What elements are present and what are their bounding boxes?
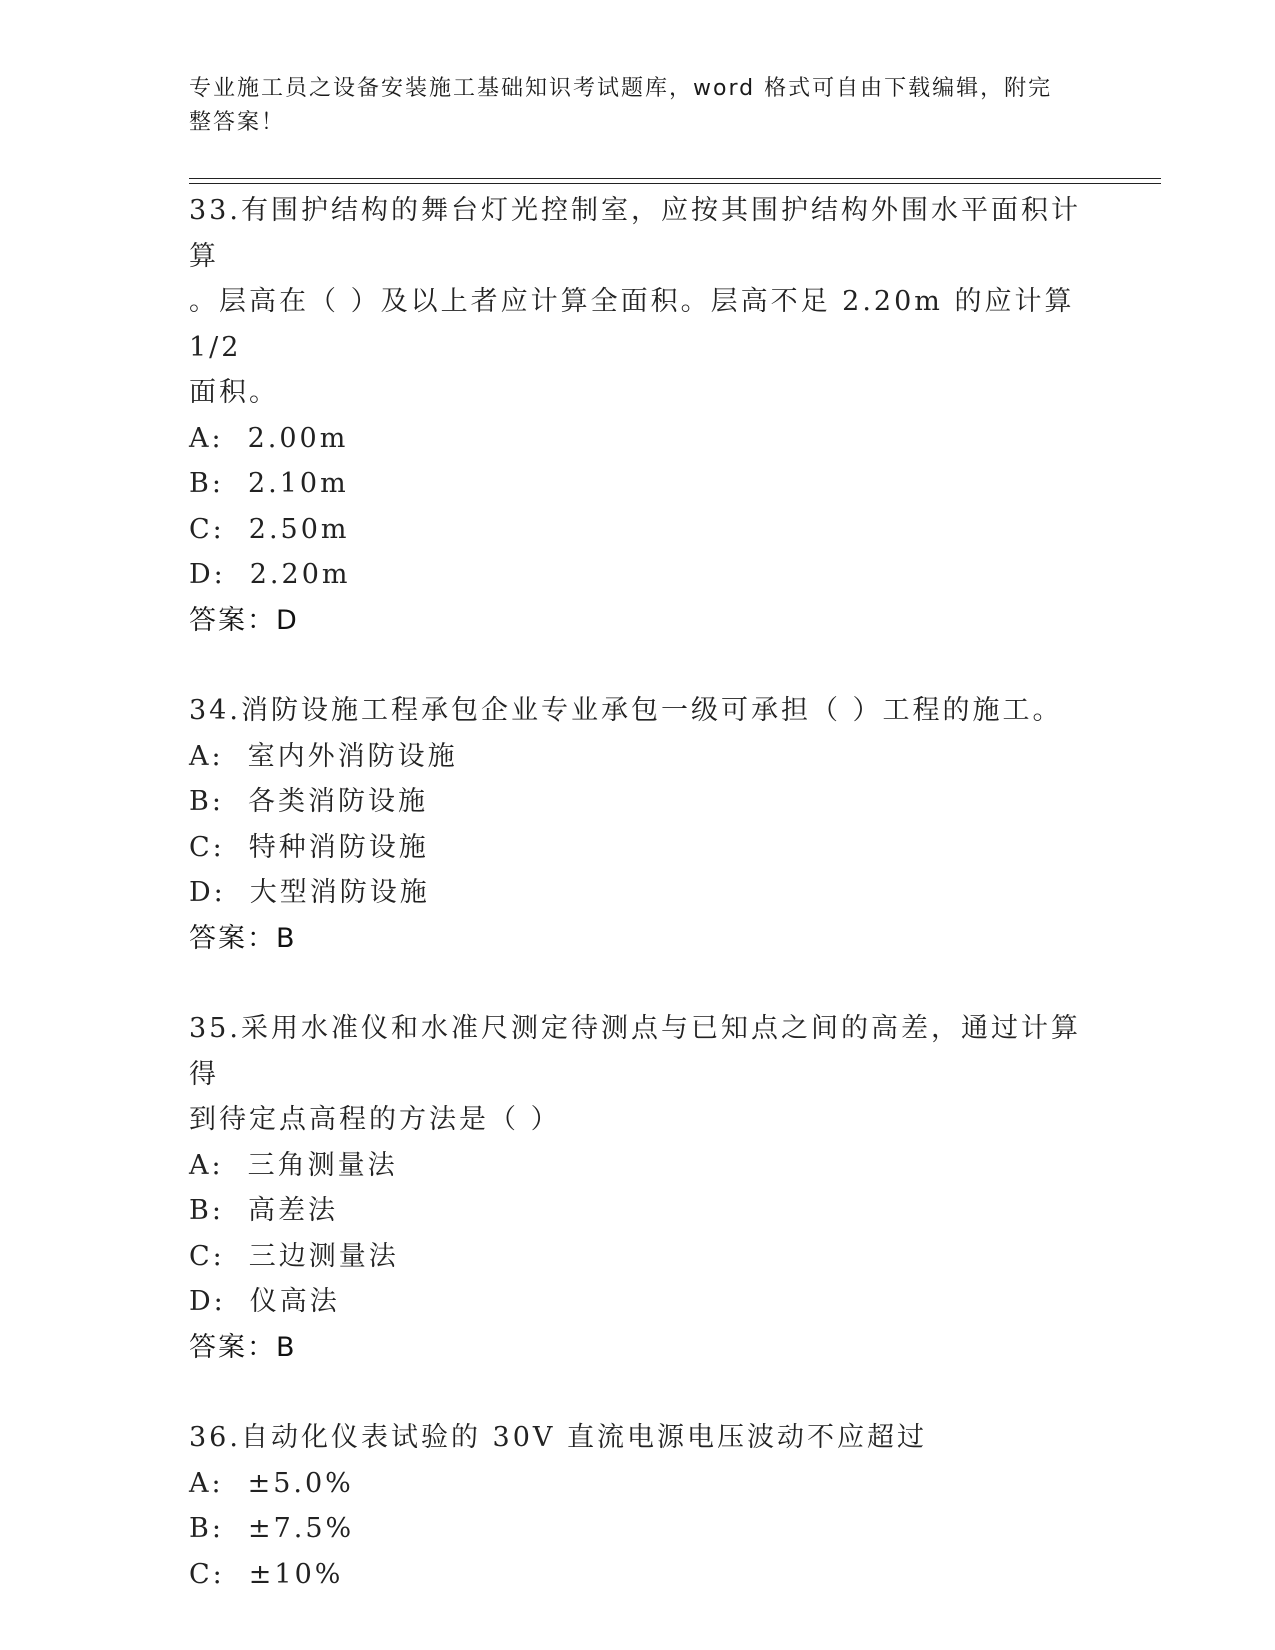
question-35: [189, 1006, 1089, 1370]
option-c: [189, 1234, 1089, 1280]
option-text: 仪高法: [249, 1286, 340, 1317]
option-key: A:: [189, 1467, 224, 1499]
option-d: [189, 552, 1089, 598]
option-text: 2.20m: [249, 559, 351, 590]
option-key: C:: [189, 1558, 225, 1590]
option-text: 特种消防设施: [248, 831, 429, 863]
option-key: D:: [189, 877, 226, 908]
option-b: [189, 1188, 1089, 1234]
option-key: B:: [189, 468, 224, 499]
question-36: [189, 1415, 1089, 1597]
option-key: A:: [189, 422, 224, 454]
option-key: D:: [189, 1286, 226, 1317]
option-text: ±10%: [248, 1558, 344, 1590]
question-stem-line: 。层高在（ ）及以上者应计算全面积。层高不足 2.20m 的应计算 1/2: [189, 286, 1075, 363]
option-key: B:: [189, 786, 224, 817]
header-divider-top: [189, 178, 1161, 179]
question-list: [189, 188, 1089, 1597]
option-text: 2.10m: [247, 468, 349, 499]
option-key: A:: [189, 740, 224, 772]
question-34: [189, 688, 1089, 961]
option-b: [189, 461, 1089, 507]
option-key: B:: [189, 1195, 224, 1226]
option-text: ±7.5%: [247, 1513, 355, 1544]
question-stem-line: 36.自动化仪表试验的 30V 直流电源电压波动不应超过: [189, 1422, 927, 1453]
option-c: [189, 825, 1089, 871]
question-stem-line: 35.采用水准仪和水准尺测定待测点与已知点之间的高差，通过计算得: [189, 1013, 1081, 1090]
option-a: [189, 1461, 1089, 1507]
question-stem-line: 33.有围护结构的舞台灯光控制室，应按其围护结构外围水平面积计算: [189, 195, 1081, 272]
answer-line: 答案：B: [189, 922, 297, 954]
option-text: 各类消防设施: [247, 786, 428, 817]
option-text: ±5.0%: [247, 1467, 354, 1499]
option-d: [189, 1279, 1089, 1325]
option-c: [189, 1552, 1089, 1598]
answer-line: 答案：D: [189, 604, 299, 636]
option-b: [189, 1506, 1089, 1552]
option-a: [189, 1143, 1089, 1189]
option-c: [189, 507, 1089, 553]
option-text: 高差法: [247, 1195, 338, 1226]
option-key: C:: [189, 513, 225, 545]
option-text: 三角测量法: [247, 1149, 398, 1181]
option-text: 三边测量法: [248, 1240, 399, 1272]
option-key: B:: [189, 1513, 224, 1544]
option-d: [189, 870, 1089, 916]
question-33: [189, 188, 1089, 643]
option-key: C:: [189, 831, 225, 863]
answer-line: 答案：B: [189, 1331, 297, 1363]
question-stem-line: 34.消防设施工程承包企业专业承包一级可承担（ ）工程的施工。: [189, 695, 1063, 726]
option-b: [189, 779, 1089, 825]
option-a: [189, 416, 1089, 462]
option-key: D:: [189, 559, 226, 590]
option-text: 2.00m: [247, 422, 349, 454]
question-stem-line: 到待定点高程的方法是（ ）: [189, 1104, 561, 1135]
option-text: 大型消防设施: [249, 877, 430, 908]
option-a: [189, 734, 1089, 780]
option-text: 2.50m: [248, 513, 350, 545]
question-stem-line: 面积。: [189, 377, 279, 408]
header-divider-bottom: [189, 183, 1161, 184]
option-key: A:: [189, 1149, 224, 1181]
document-header: 专业施工员之设备安装施工基础知识考试题库，word 格式可自由下载编辑，附完整答案！: [189, 76, 1053, 135]
option-text: 室内外消防设施: [247, 740, 458, 772]
option-key: C:: [189, 1240, 225, 1272]
